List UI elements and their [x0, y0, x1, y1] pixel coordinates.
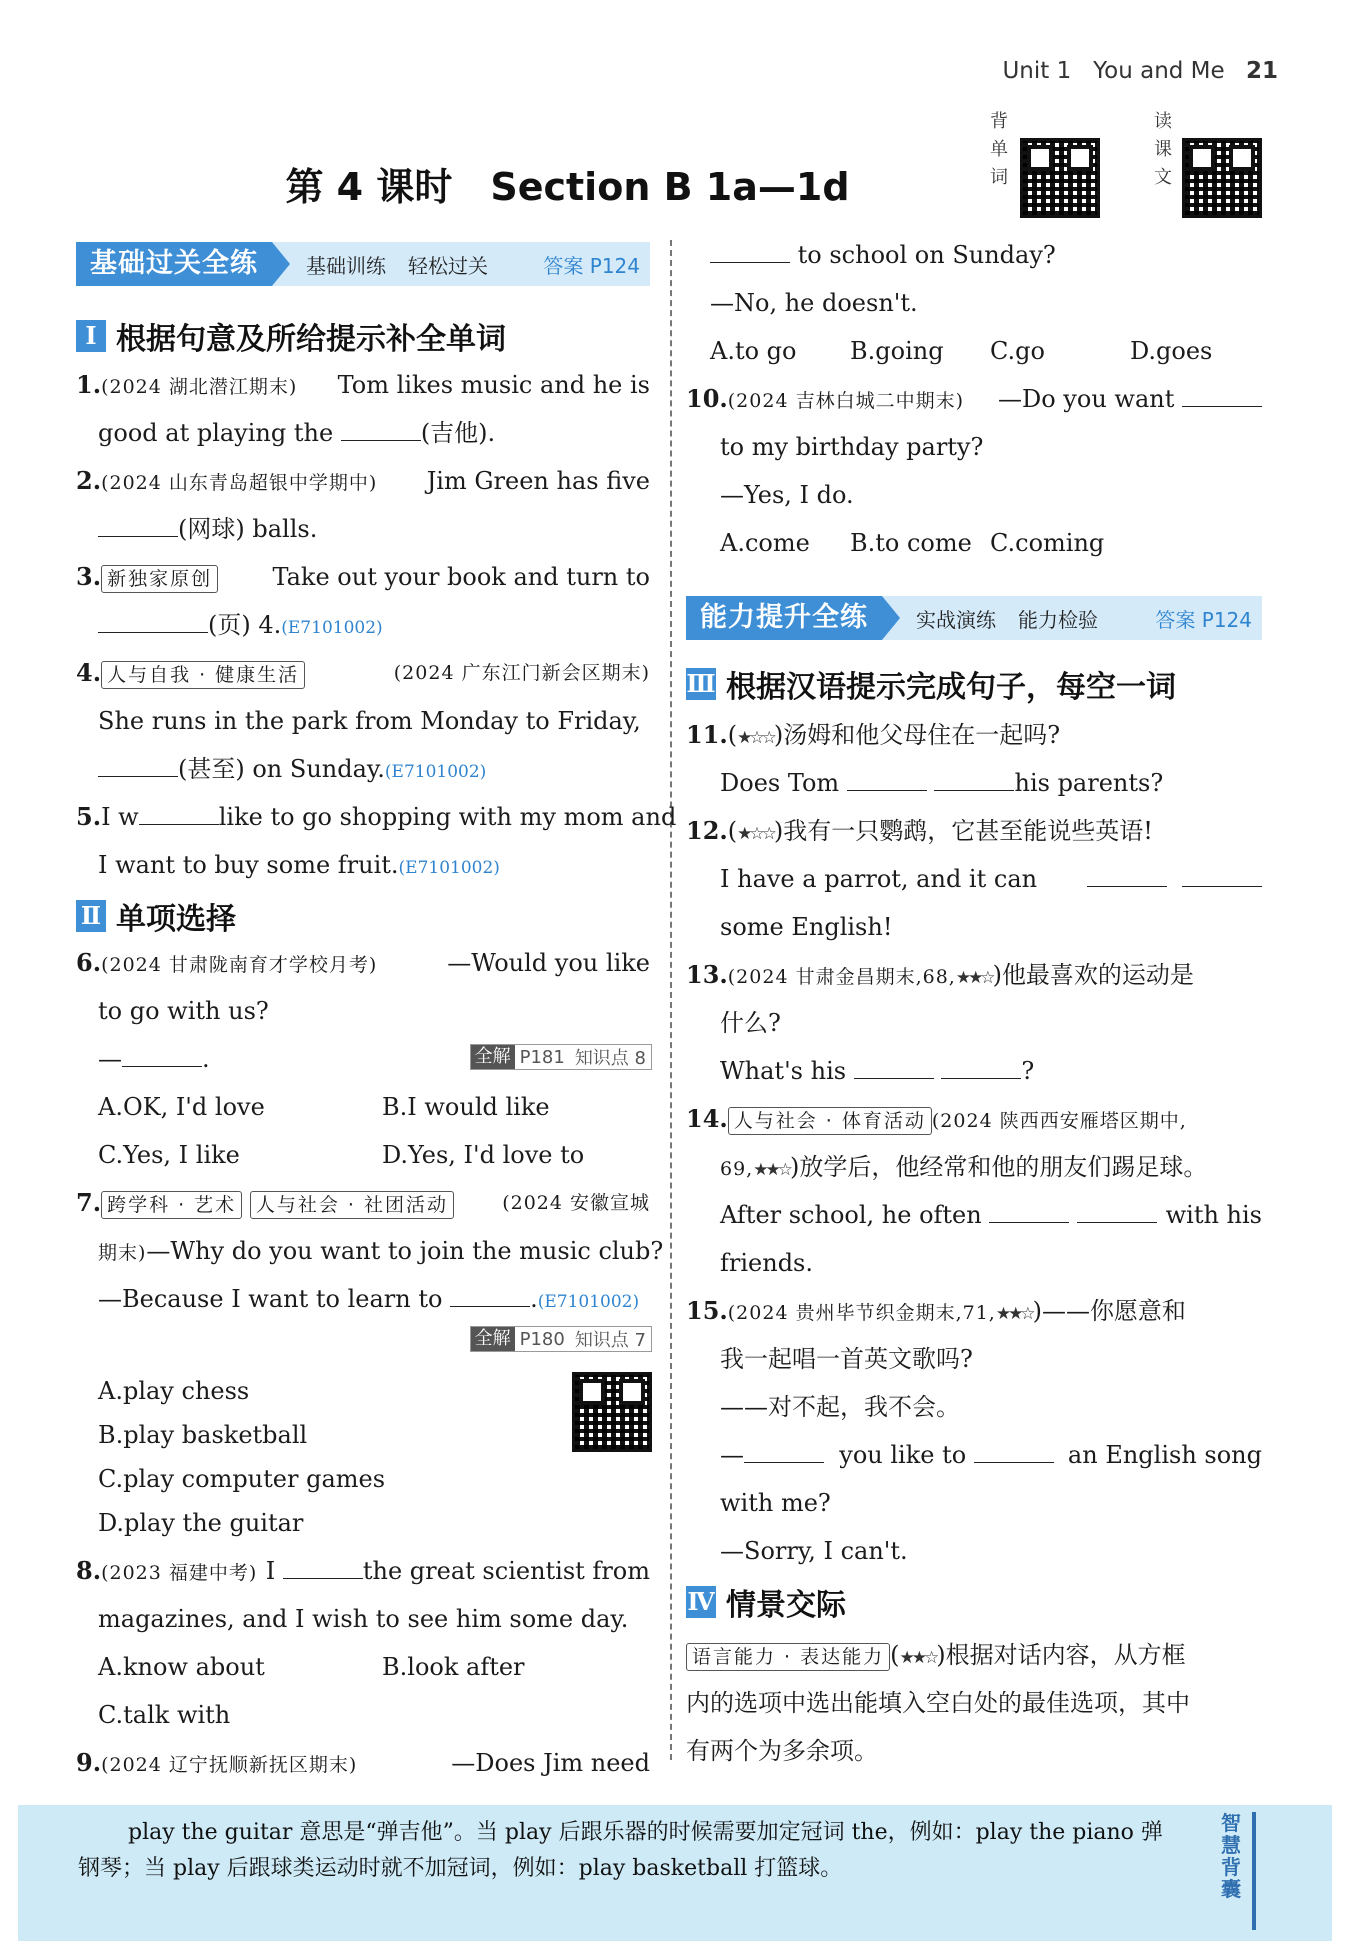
section-title: 单项选择: [116, 902, 236, 937]
banner-sub: 基础训练: [306, 253, 386, 278]
difficulty-stars-icon: ★☆☆: [737, 824, 774, 844]
question-number: 6.: [76, 948, 102, 977]
difficulty-stars-icon: ★★☆: [899, 1648, 937, 1668]
difficulty-stars-icon: ★☆☆: [737, 728, 774, 748]
q7-line2: [98, 1232, 663, 1272]
q1-line1: [76, 366, 650, 406]
question-number: 12.: [686, 816, 728, 845]
answer-blank[interactable]: [1182, 382, 1262, 407]
option-c[interactable]: C.coming: [990, 529, 1105, 557]
question-text: 他最喜欢的运动是: [1001, 961, 1194, 989]
question-text: Jim Green has five: [426, 467, 650, 495]
q3-line1: [76, 558, 650, 596]
running-head: [1002, 58, 1278, 84]
option-d[interactable]: D.goes: [1130, 337, 1213, 365]
unit-label: Unit 1: [1002, 58, 1072, 84]
answer-blank[interactable]: [744, 1438, 824, 1463]
ref-tag: 全解: [471, 1327, 515, 1351]
question-text: Tom likes music and he is: [337, 371, 650, 399]
question-text: I w: [101, 803, 139, 831]
q1-line2: [98, 414, 495, 452]
q12-line2: [720, 860, 1262, 898]
answer-blank[interactable]: [341, 416, 421, 441]
banner-tag: 能力提升全练: [686, 596, 882, 640]
question-code: (E7101002): [384, 762, 487, 782]
question-text: his parents?: [1014, 769, 1164, 797]
question-source: 69,: [720, 1158, 754, 1180]
question-text: 汤姆和他父母住在一起吗?: [783, 721, 1061, 749]
option-c[interactable]: C.play computer games: [98, 1465, 386, 1493]
qr-code-vocab[interactable]: [1020, 138, 1100, 218]
knowledge-ref[interactable]: [470, 1044, 652, 1070]
question-text: magazines, and I wish to see him some day.: [98, 1605, 629, 1633]
question-source: (2024 吉林白城二中期末): [727, 390, 964, 412]
q6-line3: — .: [98, 1040, 210, 1078]
question-number: 1.: [76, 370, 102, 399]
question-number: 4.: [76, 658, 102, 687]
question-text: with me?: [720, 1489, 831, 1517]
q14-line3: [720, 1196, 1262, 1234]
question-source: (2024 甘肃金昌期末,68,: [727, 966, 956, 988]
tip-bar: [1252, 1812, 1256, 1930]
tip-line: 钢琴；当 play 后跟球类运动时就不加冠词，例如：play basketball 打篮球。: [78, 1856, 843, 1881]
question-source: (2024 湖北潜江期末): [101, 376, 298, 398]
qr-label-char: 读: [1154, 111, 1172, 132]
answer-blank[interactable]: [989, 1198, 1069, 1223]
question-text: 放学后，他经常和他的朋友们踢足球。: [799, 1153, 1208, 1181]
question-text: to school on Sunday?: [797, 241, 1056, 269]
banner-basic: [76, 242, 650, 286]
option-c[interactable]: C.talk with: [98, 1701, 231, 1729]
difficulty-stars-icon: ★★☆: [955, 968, 993, 988]
option-c[interactable]: C.Yes, I like: [98, 1141, 240, 1169]
question-code: (E7101002): [398, 858, 500, 878]
option-d[interactable]: D.play the guitar: [98, 1509, 304, 1537]
q4-line3: [98, 750, 486, 791]
q9-line1: [76, 1744, 650, 1784]
question-text: (吉他).: [420, 419, 496, 447]
ref-page: P181: [519, 1046, 565, 1068]
qr-label-char: 背: [990, 111, 1008, 132]
section-title: 根据句意及所给提示补全单词: [116, 322, 506, 357]
question-source: (2024 辽宁抚顺新抚区期末): [101, 1754, 358, 1776]
question-text: What's his: [720, 1057, 847, 1085]
page-number: 21: [1245, 58, 1278, 84]
question-text: (网球) balls.: [178, 515, 318, 543]
question-text: ——对不起，我不会。: [720, 1393, 960, 1421]
banner-advanced: [686, 596, 1262, 640]
answer-blank[interactable]: [854, 1054, 934, 1079]
question-text: —Yes, I do.: [720, 481, 854, 509]
option-a[interactable]: A.come: [720, 529, 810, 557]
answer-blank[interactable]: [1077, 1198, 1157, 1223]
question-tag: 新独家原创: [101, 565, 218, 593]
question-text: with his: [1165, 1201, 1262, 1229]
banner-sub: 实战演练: [916, 607, 996, 632]
instruction-text: 内的选项中选出能填入空白处的最佳选项，其中: [686, 1689, 1190, 1717]
q5-line1: [76, 798, 676, 836]
answer-blank[interactable]: [98, 752, 178, 777]
difficulty-stars-icon: ★★☆: [995, 1304, 1033, 1324]
question-number: 11.: [686, 720, 728, 749]
answer-link[interactable]: 答案 P124: [1155, 607, 1252, 632]
question-text: (甚至) on Sunday.: [178, 755, 385, 783]
question-code: (E7101002): [537, 1292, 640, 1312]
tip-label: 智慧背囊: [1221, 1811, 1241, 1901]
ref-point: 知识点 7: [574, 1330, 646, 1351]
answer-blank[interactable]: [1087, 862, 1167, 887]
question-number: 2.: [76, 466, 102, 495]
question-text: to go with us?: [98, 997, 269, 1025]
answer-blank[interactable]: [450, 1282, 530, 1307]
q15-line4: [720, 1436, 1262, 1474]
qr-label-right: [1152, 108, 1174, 192]
question-source: 期末): [98, 1242, 147, 1264]
option-c[interactable]: C.go: [990, 337, 1045, 365]
question-text: 我一起唱一首英文歌吗?: [720, 1345, 973, 1373]
answer-blank[interactable]: [98, 512, 178, 537]
banner-tag: 基础过关全练: [76, 242, 272, 286]
question-text: After school, he often: [720, 1201, 982, 1229]
q6-line1: [76, 944, 650, 984]
option-d[interactable]: D.Yes, I'd love to: [382, 1141, 585, 1169]
question-text: —Because I want to learn to: [98, 1285, 451, 1313]
question-number: 3.: [76, 562, 102, 591]
option-a[interactable]: A.know about: [98, 1653, 265, 1681]
question-source: (2023 福建中考): [101, 1562, 258, 1584]
question-tag: 人与社会 · 社团活动: [250, 1191, 454, 1219]
question-number: 8.: [76, 1556, 102, 1585]
qr-code-text[interactable]: [1182, 138, 1262, 218]
q11-line2: [720, 764, 1163, 802]
question-text: —Do you want: [997, 385, 1175, 413]
question-text: (页) 4.: [208, 611, 282, 639]
q11-line1: 11.(★☆☆)汤姆和他父母住在一起吗?: [686, 716, 1060, 757]
question-text: —Sorry, I can't.: [720, 1537, 908, 1565]
question-source: (2024 山东青岛超银中学期中): [101, 472, 378, 494]
knowledge-ref[interactable]: [470, 1326, 652, 1352]
q14-line1: [686, 1100, 1187, 1140]
question-source: (2024 陕西西安雁塔区期中,: [931, 1110, 1187, 1132]
roman-numeral: Ⅳ: [687, 1587, 715, 1616]
option-a[interactable]: A.to go: [710, 337, 797, 365]
answer-link[interactable]: 答案 P124: [543, 253, 640, 278]
section-II-heading: [76, 896, 236, 936]
question-source: (2024 贵州毕节织金期末,71,: [727, 1302, 996, 1324]
q13-line1: 13.(2024 甘肃金昌期末,68,★★☆)他最喜欢的运动是: [686, 956, 1194, 997]
answer-blank[interactable]: [122, 1042, 202, 1067]
question-text: I: [265, 1557, 283, 1585]
ref-point: 知识点 8: [574, 1048, 646, 1069]
question-text: you like to: [839, 1441, 967, 1469]
option-b[interactable]: B.play basketball: [98, 1421, 308, 1449]
question-text: friends.: [720, 1249, 813, 1277]
question-code: (E7101002): [281, 618, 383, 638]
option-a[interactable]: A.play chess: [98, 1377, 250, 1405]
section-IV-heading: [686, 1582, 846, 1622]
roman-numeral: Ⅰ: [76, 320, 106, 352]
qr-label-char: 单: [990, 139, 1008, 160]
answer-blank[interactable]: [941, 1054, 1021, 1079]
question-text: 什么?: [720, 1009, 781, 1037]
tip-text: [56, 1815, 1214, 1887]
option-b[interactable]: B.to come: [850, 529, 972, 557]
sIV-line1: 语言能力 · 表达能力 (★★☆)根据对话内容，从方框: [686, 1636, 1186, 1677]
q2-line2: [98, 510, 317, 548]
qr-label-char: 文: [1154, 167, 1172, 188]
q9-line2: [710, 236, 1056, 274]
q2-line1: [76, 462, 650, 502]
q13-line3: What's his ?: [720, 1052, 1034, 1090]
question-text: Take out your book and turn to: [272, 563, 650, 591]
question-text: ——你愿意和: [1041, 1297, 1186, 1325]
answer-blank[interactable]: [974, 1438, 1054, 1463]
roman-numeral: Ⅲ: [686, 669, 716, 698]
q7-line1: [76, 1184, 650, 1222]
question-text: some English!: [720, 913, 893, 941]
q7-line3: —Because I want to learn to .(E7101002): [98, 1280, 639, 1321]
lesson-title: 第 4 课时 Section B 1a—1d: [285, 165, 850, 209]
unit-title: You and Me: [1093, 58, 1225, 84]
question-source: (2024 安徽宣城: [502, 1192, 650, 1214]
q15-line1: 15.(2024 贵州毕节织金期末,71,★★☆)——你愿意和: [686, 1292, 1186, 1333]
answer-blank[interactable]: [1182, 862, 1262, 887]
ref-page: P180: [519, 1328, 565, 1350]
question-text: —Does Jim need: [451, 1749, 650, 1777]
question-source: (2024 甘肃陇南育才学校月考): [101, 954, 378, 976]
question-text: I have a parrot, and it can: [720, 865, 1038, 893]
ref-tag: 全解: [471, 1045, 515, 1069]
option-b[interactable]: B.I would like: [382, 1093, 550, 1121]
question-text: —Would you like: [447, 949, 650, 977]
question-number: 5.: [76, 802, 102, 831]
option-a[interactable]: A.OK, I'd love: [98, 1093, 265, 1121]
instruction-text: 有两个为多余项。: [686, 1737, 878, 1765]
question-text: I want to buy some fruit.: [98, 851, 399, 879]
qr-label-char: 课: [1154, 139, 1172, 160]
question-text: —No, he doesn't.: [710, 289, 918, 317]
question-number: 14.: [686, 1104, 728, 1133]
q10-line1: [686, 380, 1262, 420]
q5-line2: [98, 846, 500, 887]
tip-line: play the guitar 意思是“弹吉他”。当 play 后跟乐器的时候需要加定冠词 the，例如：play the piano 弹: [128, 1820, 1163, 1845]
question-text: the great scientist from: [362, 1557, 650, 1585]
q3-line2: [98, 606, 383, 647]
question-text: She runs in the park from Monday to Friday,: [98, 707, 641, 735]
answer-blank[interactable]: [847, 766, 927, 791]
section-title: 情景交际: [726, 1588, 846, 1623]
question-text: —Why do you want to join the music club?: [146, 1237, 664, 1265]
question-text: good at playing the: [98, 419, 341, 447]
question-source: (2024 广东江门新会区期末): [393, 662, 650, 684]
option-b[interactable]: B.going: [850, 337, 944, 365]
answer-blank[interactable]: [98, 608, 208, 633]
question-tag: 人与自我 · 健康生活: [101, 661, 305, 689]
section-III-heading: [686, 664, 1176, 704]
question-text: —: [98, 1045, 122, 1073]
question-tag: 语言能力 · 表达能力: [686, 1643, 890, 1671]
question-text: to my birthday party?: [720, 433, 984, 461]
answer-blank[interactable]: [139, 800, 219, 825]
question-text: an English song: [1067, 1441, 1262, 1469]
answer-blank[interactable]: [283, 1554, 363, 1579]
banner-sub: 能力检验: [1018, 607, 1098, 632]
answer-blank[interactable]: [934, 766, 1014, 791]
q4-line2: [98, 702, 641, 740]
question-text: like to go shopping with my mom and: [218, 803, 677, 831]
banner-sub: 轻松过关: [408, 253, 488, 278]
difficulty-stars-icon: ★★☆: [753, 1160, 790, 1180]
qr-code-question[interactable]: [572, 1372, 652, 1452]
q14-line2: 69,★★☆)放学后，他经常和他的朋友们踢足球。: [720, 1148, 1207, 1189]
q8-line1: [76, 1552, 650, 1592]
roman-numeral: Ⅱ: [76, 900, 106, 932]
question-text: 我有一只鹦鹉，它甚至能说些英语!: [783, 817, 1153, 845]
question-text: Does Tom: [720, 769, 840, 797]
answer-blank[interactable]: [710, 238, 790, 263]
question-tag: 跨学科 · 艺术: [101, 1191, 242, 1219]
section-title: 根据汉语提示完成句子，每空一词: [726, 670, 1176, 705]
question-number: 7.: [76, 1188, 102, 1217]
qr-label-char: 词: [990, 167, 1008, 188]
instruction-text: 根据对话内容，从方框: [945, 1641, 1186, 1669]
question-tag: 人与社会 · 体育活动: [728, 1107, 932, 1135]
question-number: 9.: [76, 1748, 102, 1777]
qr-label-left: [988, 108, 1010, 192]
question-text: —: [720, 1441, 744, 1469]
option-b[interactable]: B.look after: [382, 1653, 525, 1681]
section-I-heading: [76, 316, 506, 356]
question-number: 15.: [686, 1296, 728, 1325]
q12-line1: 12.(★☆☆)我有一只鹦鹉，它甚至能说些英语!: [686, 812, 1153, 853]
question-number: 10.: [686, 384, 728, 413]
column-divider: [670, 240, 672, 1760]
question-number: 13.: [686, 960, 728, 989]
q4-line1: [76, 654, 650, 692]
